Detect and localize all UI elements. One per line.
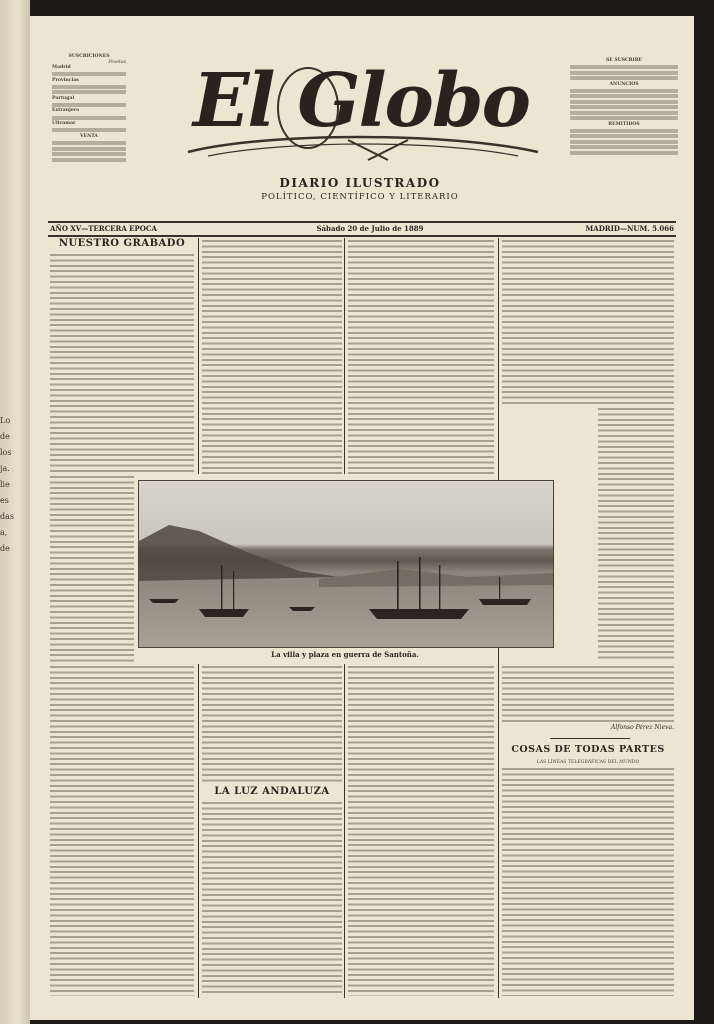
harbor-illustration (138, 480, 554, 648)
issue-bar-top-rule (48, 221, 676, 223)
sale-text-block (52, 147, 126, 151)
spine-fragment: das (0, 512, 14, 521)
text-block (570, 71, 678, 75)
spine-fragment: Lo (0, 416, 11, 425)
rates-label: Pesetas (108, 59, 126, 65)
masthead-tagline: POLÍTICO, CIENTÍFICO Y LITERARIO (261, 192, 459, 202)
text-block (570, 94, 678, 98)
article-text-column-4 (502, 240, 674, 406)
article-text-column-4-lower (502, 666, 674, 722)
issue-number: MADRID—NUM. 5.066 (585, 224, 674, 233)
sale-text-block (52, 158, 126, 162)
article-text-column-2 (202, 240, 342, 474)
article-text-column-2-lower (202, 666, 342, 782)
article-heading-cosas: COSAS DE TODAS PARTES (511, 744, 665, 755)
spine-fragment: es (0, 496, 9, 505)
text-block (570, 100, 678, 104)
rate-row: Provincias (52, 77, 79, 83)
column-separator (198, 238, 199, 474)
subscription-box (52, 54, 126, 214)
text-block (570, 89, 678, 93)
right-box-heading: SE SUSCRIBE (605, 58, 643, 63)
sale-text-block (52, 152, 126, 156)
article-heading-grabado: NUESTRO GRABADO (58, 238, 186, 249)
article-text-grabado-narrow (50, 476, 134, 662)
column-separator (344, 664, 345, 998)
sale-text-block (52, 141, 126, 145)
article-text-column-4-narrow (598, 408, 674, 662)
text-block (570, 140, 678, 144)
text-block (570, 151, 678, 155)
text-block (570, 129, 678, 133)
article-heading-luz-andaluza: LA LUZ ANDALUZA (214, 786, 330, 797)
issue-bar-bottom-rule (48, 235, 676, 237)
article-text-luz-andaluza (202, 802, 342, 996)
right-box-footer-heading: REMITIDOS (608, 121, 640, 127)
right-box-subheading: ANUNCIOS (609, 81, 639, 87)
spine-fragment: de (0, 544, 10, 553)
rate-row: Ultramar (52, 121, 76, 127)
illustration-caption: La villa y plaza en guerra de Santoña. (271, 650, 419, 659)
text-block (570, 76, 678, 80)
article-divider (550, 738, 630, 739)
article-text-column-3-lower (348, 666, 494, 996)
rate-text-block (52, 85, 126, 89)
text-block (570, 105, 678, 109)
article-signature: Alfonso Pérez Nieva. (611, 724, 674, 731)
article-text-grabado (50, 254, 194, 474)
masthead (148, 52, 574, 172)
text-block (570, 145, 678, 149)
rate-row: Extranjero (52, 108, 80, 114)
rate-row: Portugal (52, 95, 75, 101)
adjacent-page-edge (0, 0, 30, 1024)
issue-year: AÑO XV—TERCERA EPOCA (50, 224, 157, 233)
spine-fragment: los (0, 448, 12, 457)
text-block (570, 111, 678, 115)
rate-text-block (52, 72, 126, 76)
spine-fragment: a, (0, 528, 8, 537)
column-separator (198, 664, 199, 998)
subscription-heading: SUSCRICIONES (68, 54, 110, 59)
text-block (570, 134, 678, 138)
spine-fragment: ja. (0, 464, 10, 473)
rate-text-block (52, 103, 126, 107)
text-block (570, 116, 678, 120)
rate-text-block (52, 116, 126, 120)
newspaper-page (30, 16, 694, 1020)
newspaper-title: El Globo (192, 58, 530, 144)
spine-fragment: de (0, 432, 10, 441)
rate-row: Madrid (52, 65, 71, 71)
masthead-subtitle: DIARIO ILUSTRADO (279, 176, 441, 190)
harbor-scene (139, 481, 553, 647)
column-separator (344, 238, 345, 474)
article-text-grabado-cont (50, 666, 194, 996)
article-text-column-3 (348, 240, 494, 474)
issue-date: Sábado 20 de Julio de 1889 (316, 224, 424, 233)
text-block (570, 65, 678, 69)
article-text-cosas (502, 768, 674, 996)
right-subscription-box (570, 58, 678, 218)
rate-text-block (52, 128, 126, 132)
sale-heading: VENTA (80, 134, 98, 140)
spine-fragment: lie (0, 480, 10, 489)
article-subheading-cosas: LAS LÍNEAS TELEGRÁFICAS DEL MUNDO (536, 760, 640, 765)
rate-text-block (52, 90, 126, 94)
